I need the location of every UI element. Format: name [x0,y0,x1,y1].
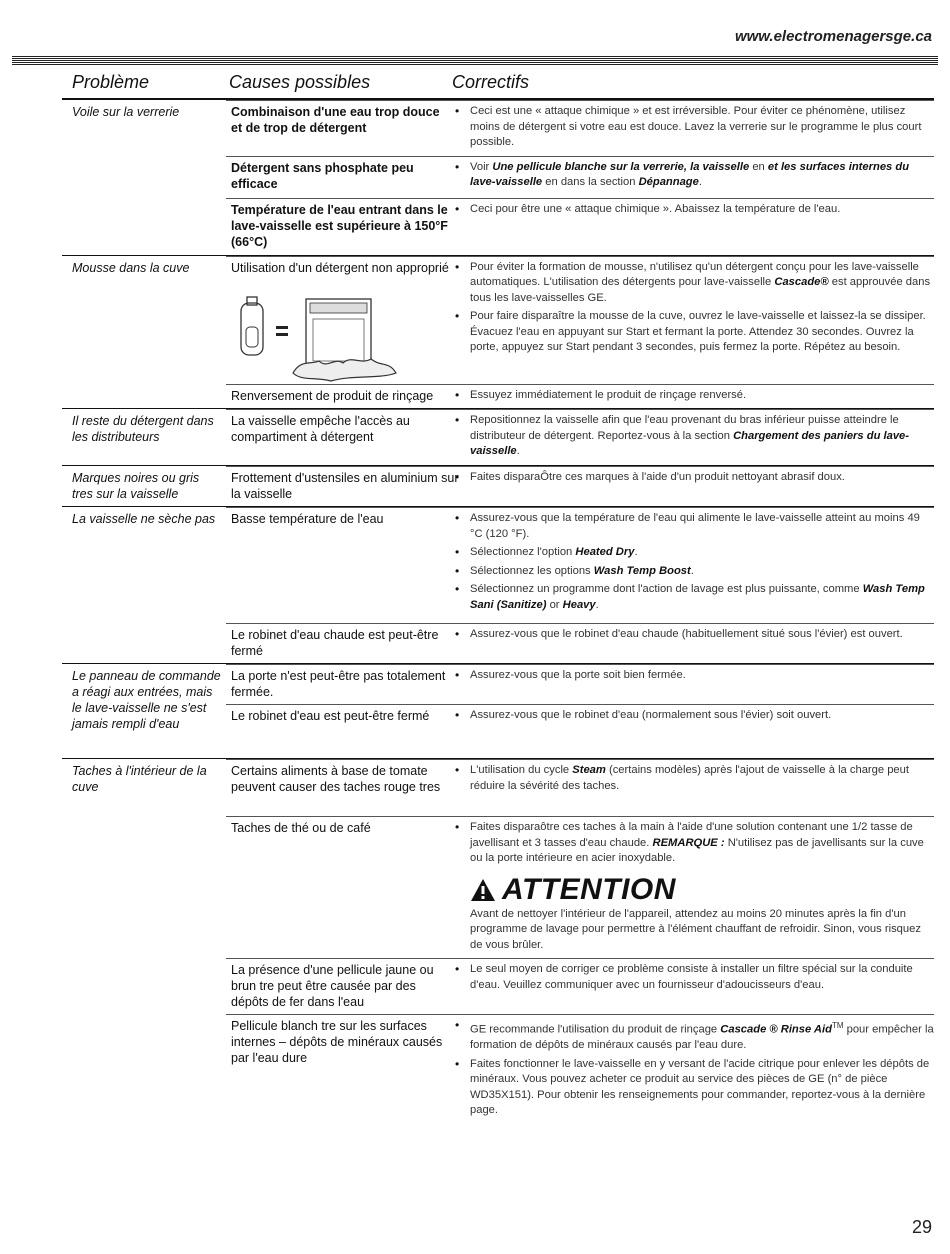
problem-group [62,663,934,758]
fix-item: • Ceci pour être une « attaque chimique ». Abaissez la température de l'eau. [454,202,934,218]
cause-label: Certains aliments à base de tomate peuvent causer des taches rouge tres [231,764,441,794]
fix-item: • Faites disparaôtre ces taches à la main à l'aide d'une solution contenant une 1/2 tasse de javellisant et 3 tasses d'eau chaude. REMARQUE : N'utilisez pas de javellisants sur la cuve ou la porte intérieure en acier inoxydable. [454,820,934,867]
fix-item: • GE recommande l'utilisation du produit de rinçage Cascade ® Rinse Aid™ pour empêcher la formation de dépôts de minéraux causés par l'eau dure. [454,1018,934,1054]
fix-item: • Sélectionnez les options Wash Temp Boost. [454,564,934,580]
fix-item: • Pour éviter la formation de mousse, n'utilisez qu'un détergent conçu pour les lave-vaisselle automatiques. L'utilisation des détergents pour lave-vaisselle Cascade® est approuvée dans tous les lave-vaisselles GE. [454,260,934,307]
troubleshooting-table [62,100,934,1124]
cause-row [226,704,934,758]
cause-row [226,156,934,198]
cause-label: La vaisselle empêche l'accès au compartiment à détergent [231,414,410,444]
cause-row [226,466,934,506]
website-url: www.electromenagersge.ca [734,28,932,45]
header-causes: Causes possibles [229,72,371,92]
cause-row [226,759,934,816]
problem-label: Mousse dans la cuve [72,260,190,275]
cause-label: Taches de thé ou de café [231,821,371,835]
cause-label: Le robinet d'eau chaude est peut-être fermé [231,628,439,658]
problem-label: Le panneau de commande a réagi aux entrées, mais le lave-vaisselle ne s'est jamais rempli d'eau [72,669,221,731]
fix-item: • Ceci est une « attaque chimique » et est irréversible. Pour éviter ce phénomène, utilisez moins de détergent si votre eau est douce. Lavez la verrerie sur le programme le plus court possible. [454,104,934,151]
cause-row [226,198,934,255]
fix-item: • Sélectionnez un programme dont l'action de lavage est plus puissante, comme Wash Temp Sani (Sanitize) or Heavy. [454,582,934,613]
fix-item: • Faites fonctionner le lave-vaisselle en y versant de l'acide citrique pour enlever les dépôts de minéraux. Vous pouvez acheter ce produit au service des pièces de GE (n° de pièce WD35X151). Pour obtenir les renseignements pour commander, reportez-vous à la dernière page. [454,1057,934,1119]
fix-item: • Assurez-vous que la porte soit bien fermée. [454,668,934,684]
cause-row [226,958,934,1014]
fix-item: • Repositionnez la vaisselle afin que l'eau provenant du bras inférieur puisse atteindre le distributeur de détergent. Reportez-vous à la section Chargement des paniers du lave-vaisselle. [454,413,934,460]
problem-group [62,255,934,409]
cause-label: Basse température de l'eau [231,512,384,526]
cause-label: Frottement d'ustensiles en aluminium sur la vaisselle [231,471,459,501]
fix-item: • Assurez-vous que la température de l'eau qui alimente le lave-vaisselle atteint au moins 49 °C (120 °F). [454,511,934,542]
cause-row [226,100,934,156]
fix-item: • Assurez-vous que le robinet d'eau chaude (habituellement situé sous l'évier) est ouvert. [454,627,934,643]
cause-label: La porte n'est peut-être pas totalement fermée. [231,669,446,699]
problem-group [62,465,934,506]
page-number: 29 [911,1217,932,1237]
fix-item: • Assurez-vous que le robinet d'eau (normalement sous l'évier) soit ouvert. [454,708,934,724]
cause-row [226,256,934,384]
cause-label: Température de l'eau entrant dans le lave-vaisselle est supérieure à 150°F (66°C) [231,202,448,249]
fix-item: • Faites disparaÔtre ces marques à l'aide d'un produit nettoyant abrasif doux. [454,470,934,486]
attention-title: ATTENTION [502,872,676,906]
detergent-foam-illustration [231,295,401,383]
fix-item: • Pour faire disparaître la mousse de la cuve, ouvrez le lave-vaisselle et laissez-la se dissiper. Évacuez l'eau en appuyant sur Start et fermant la porte. Attendez 30 secondes. Ouvrez la porte, appuyez sur Start pendant 3 secondes, puis fermez la porte. Répétez au besoin. [454,309,934,356]
problem-group [62,100,934,255]
problem-label: Taches à l'intérieur de la cuve [72,764,207,794]
table-header [62,72,934,100]
cause-label: Renversement de produit de rinçage [231,388,434,403]
warning-icon [470,878,496,902]
foam-icon [293,359,396,381]
header-rule [12,55,938,65]
fix-item: • Voir Une pellicule blanche sur la verrerie, la vaisselle en et les surfaces internes du lave-vaisselle en dans la section Dépannage. [454,160,934,191]
problem-group [62,506,934,663]
cause-row [226,409,934,465]
cause-row [226,507,934,623]
cause-label: Combinaison d'une eau trop douce et de trop de détergent [231,105,440,135]
attention-heading [454,873,934,907]
problem-label: La vaisselle ne sèche pas [72,512,216,526]
fix-item: • L'utilisation du cycle Steam (certains modèles) après l'ajout de vaisselle à la charge peut réduire la sévérité des taches. [454,763,934,794]
cause-label: Pellicule blanch tre sur les surfaces internes – dépôts de minéraux causés par l'eau dure [231,1019,443,1065]
fix-item: • Sélectionnez l'option Heated Dry. [454,545,934,561]
problem-label: Voile sur la verrerie [72,105,180,119]
problem-group [62,408,934,465]
cause-row [226,816,934,958]
cause-label: La présence d'une pellicule jaune ou brun tre peut être causée par des dépôts de fer dans l'eau [231,963,434,1009]
cause-row [226,623,934,663]
cause-row [226,384,934,409]
cause-label: Utilisation d'un détergent non approprié [231,260,449,275]
attention-text: Avant de nettoyer l'intérieur de l'appareil, attendez au moins 20 minutes après la fin d'un programme de lavage pour permettre à l'élément chauffant de refroidir. Sinon, vous risquez de vous brûler. [470,907,921,951]
problem-label: Marques noires ou gris tres sur la vaisselle [72,471,200,501]
fix-item: • Essuyez immédiatement le produit de rinçage renversé. [454,388,934,404]
problem-group [62,758,934,1124]
cause-label: Détergent sans phosphate peu efficace [231,160,414,191]
header-fixes: Correctifs [452,72,530,92]
problem-label: Il reste du détergent dans les distributeurs [72,414,214,444]
header-problem: Problème [72,72,150,92]
cause-row [226,1014,934,1124]
cause-label: Le robinet d'eau est peut-être fermé [231,709,430,723]
fix-item: • Le seul moyen de corriger ce problème consiste à installer un filtre spécial sur la conduite d'eau. Veuillez communiquer avec un fournisseur d'adoucisseurs d'eau. [454,962,934,993]
cause-row [226,664,934,704]
